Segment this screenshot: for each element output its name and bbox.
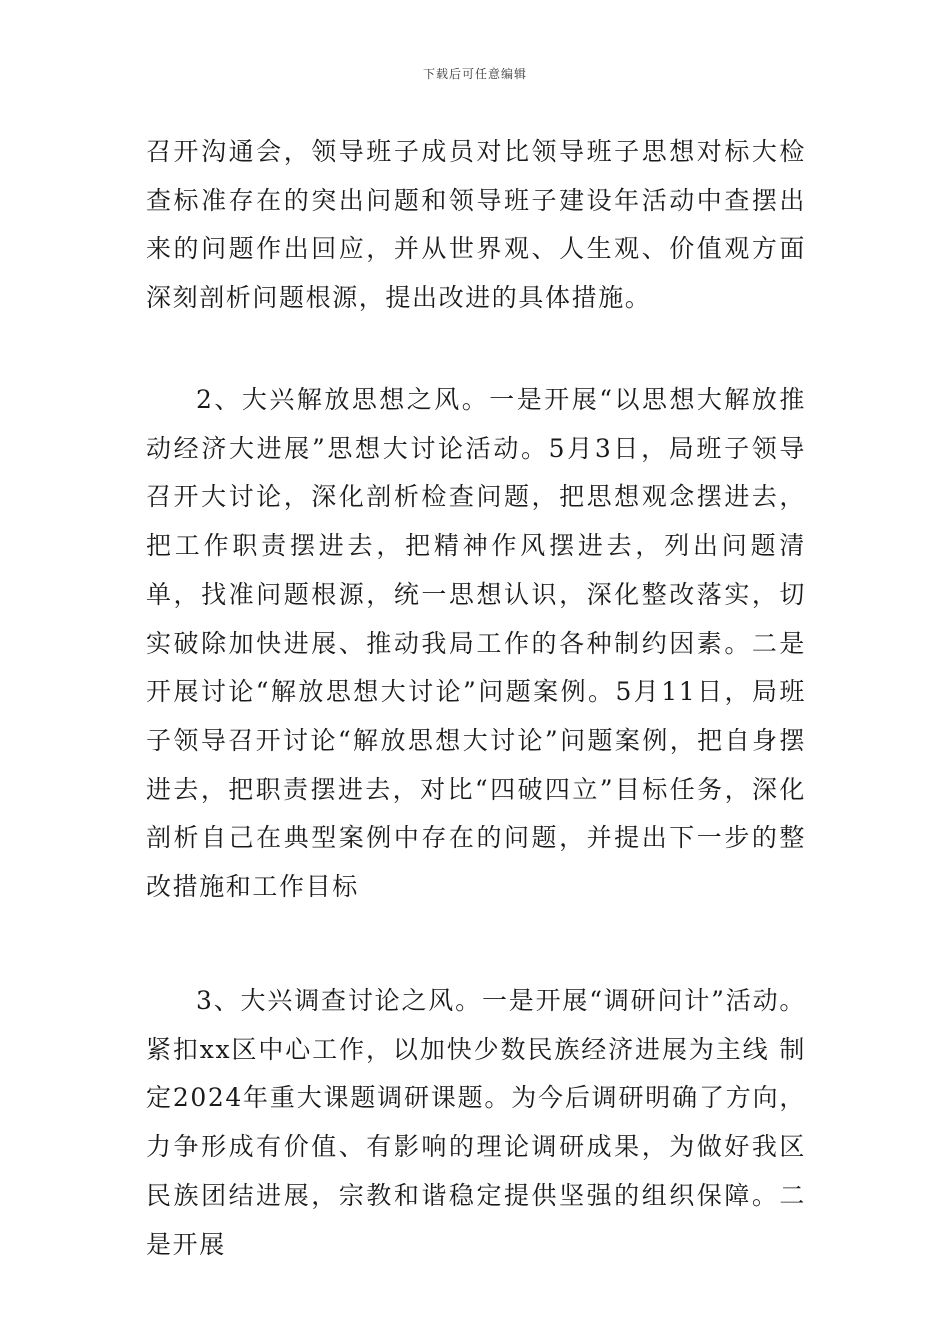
- page-header: 下载后可任意编辑: [422, 67, 527, 81]
- paragraph-3: 3、大兴调查讨论之风。一是开展“调研问计”活动。紧扣xx区中心工作，以加快少数民族经济进展为主线 制定2024年重大课题调研课题。为今后调研明确了方向，力争形成有价值、有影响的理论调研成果，为做好我区民族团结进展，宗教和谐稳定提供坚强的组织保障。二是开展: [146, 986, 806, 1259]
- paragraph-2: 2、大兴解放思想之风。一是开展“以思想大解放推动经济大进展”思想大讨论活动。5月3日，局班子领导召开大讨论，深化剖析检查问题，把思想观念摆进去，把工作职责摆进去，把精神作风摆进去，列出问题清单，找准问题根源，统一思想认识，深化整改落实，切实破除加快进展、推动我局工作的各种制约因素。二是开展讨论“解放思想大讨论”问题案例。5月11日，局班子领导召开讨论“解放思想大讨论”问题案例，把自身摆进去，把职责摆进去，对比“四破四立”目标任务，深化剖析自己在典型案例中存在的问题，并提出下一步的整改措施和工作目标: [146, 385, 806, 902]
- paragraph-1: 召开沟通会，领导班子成员对比领导班子思想对标大检查标准存在的突出问题和领导班子建设年活动中查摆出来的问题作出回应，并从世界观、人生观、价值观方面深刻剖析问题根源，提出改进的具体措施。: [146, 137, 806, 313]
